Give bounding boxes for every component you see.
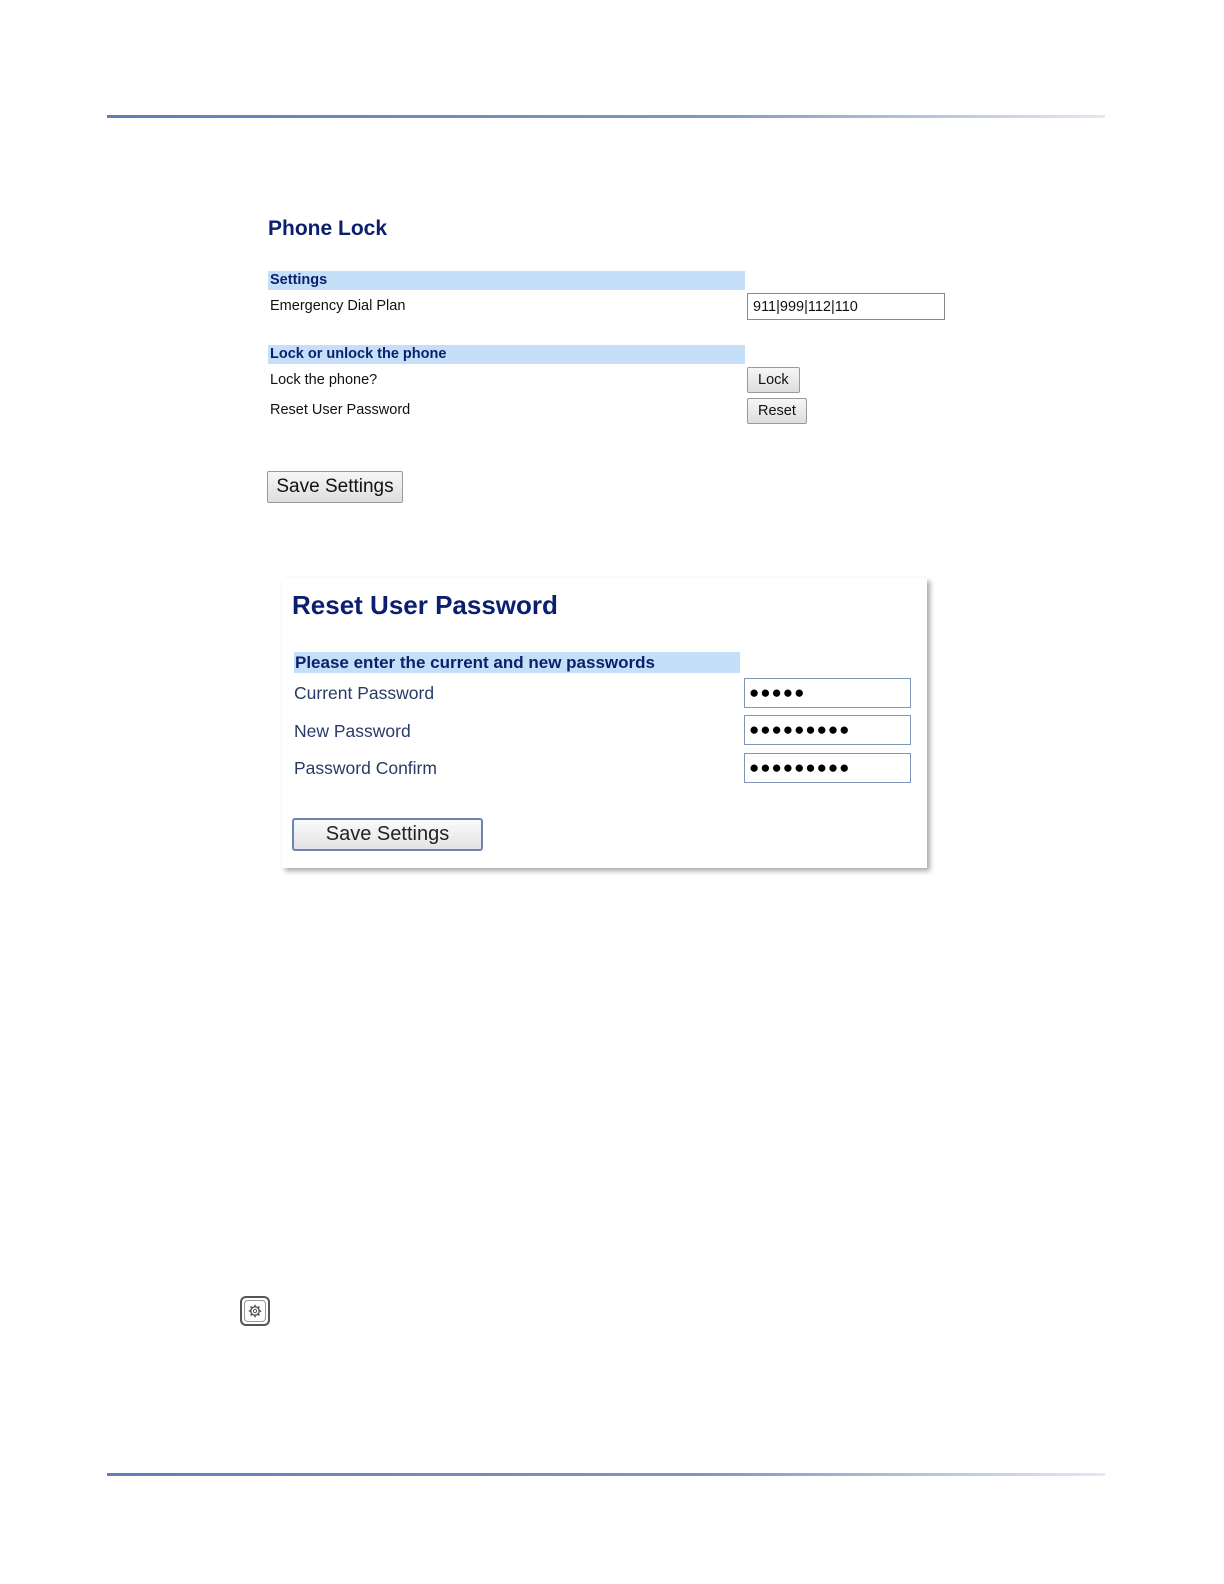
current-password-field[interactable]: ●●●●● [744, 678, 911, 708]
lock-button[interactable]: Lock [747, 367, 800, 393]
new-password-field[interactable]: ●●●●●●●●● [744, 715, 911, 745]
reset-password-save-button[interactable]: Save Settings [292, 818, 483, 851]
bottom-divider [107, 1473, 1105, 1476]
current-password-label: Current Password [294, 683, 435, 703]
settings-section-header: Settings [268, 271, 745, 290]
emergency-dial-plan-label: Emergency Dial Plan [270, 298, 406, 314]
password-confirm-field[interactable]: ●●●●●●●●● [744, 753, 911, 783]
page-title: Phone Lock [268, 217, 388, 240]
emergency-dial-plan-input[interactable] [747, 293, 945, 320]
new-password-label: New Password [294, 721, 411, 741]
lock-phone-label: Lock the phone? [270, 372, 378, 388]
password-confirm-label: Password Confirm [294, 758, 437, 778]
gear-icon [248, 1304, 262, 1318]
reset-password-label: Reset User Password [270, 402, 411, 418]
reset-button[interactable]: Reset [747, 398, 807, 424]
lock-section-header: Lock or unlock the phone [268, 345, 745, 364]
save-settings-button[interactable]: Save Settings [267, 471, 403, 503]
reset-password-section-header: Please enter the current and new passwords [294, 652, 740, 673]
reset-password-title: Reset User Password [292, 590, 558, 620]
gear-key-icon [240, 1296, 270, 1326]
top-divider [107, 115, 1105, 118]
reset-password-dialog [282, 578, 927, 868]
